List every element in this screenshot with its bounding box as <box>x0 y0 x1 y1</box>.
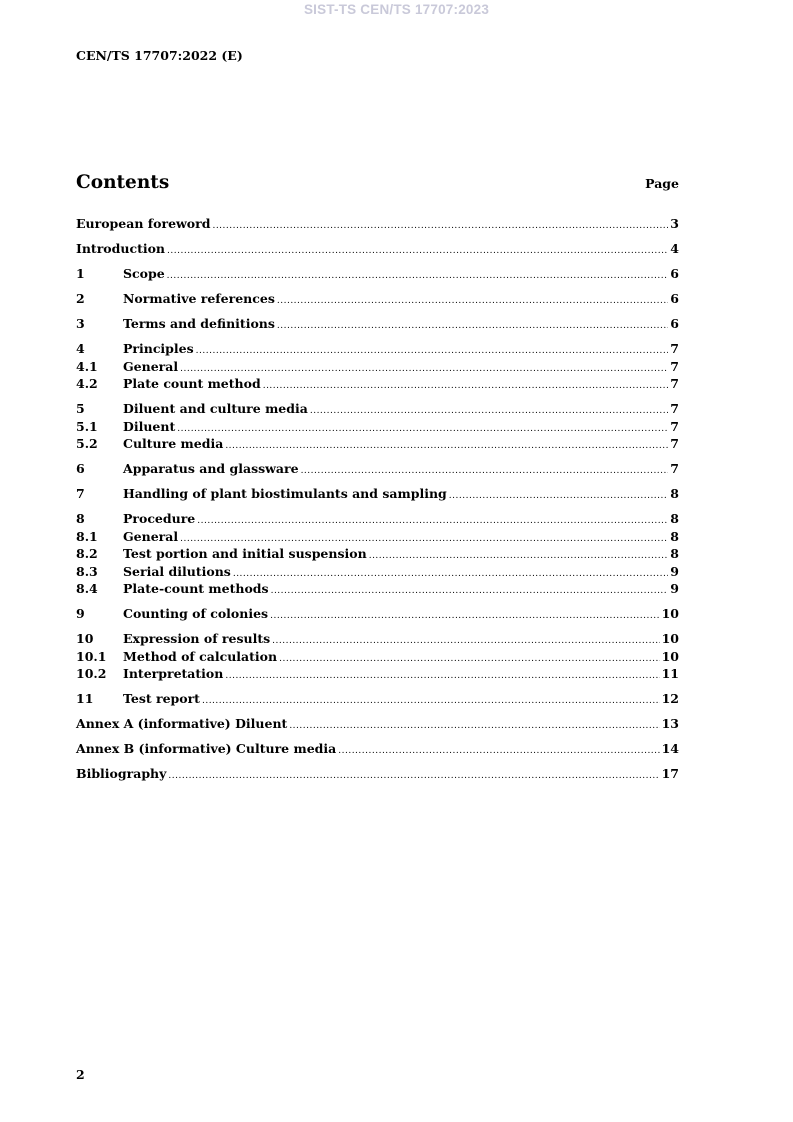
toc-entry-title: Bibliography <box>76 766 167 781</box>
dot-leader <box>272 633 659 651</box>
toc-entry-title: Handling of plant biostimulants and sampling <box>123 486 447 501</box>
dot-leader <box>167 268 669 286</box>
toc-entry-page: 6 <box>670 291 679 306</box>
toc-entry-title: Terms and definitions <box>123 316 275 331</box>
toc-entry-title: Serial dilutions <box>123 563 231 579</box>
watermark: SIST-TS CEN/TS 17707:2023 <box>303 2 490 17</box>
dot-leader <box>338 743 659 761</box>
toc-entry[interactable] <box>76 485 679 503</box>
dot-leader <box>196 343 669 361</box>
toc-entry-title: Diluent and culture media <box>123 401 308 416</box>
toc-entry-number: 8.2 <box>76 546 98 561</box>
toc-entry[interactable] <box>76 400 679 418</box>
page-column-label: Page <box>645 176 679 191</box>
dot-leader <box>301 463 669 481</box>
toc-entry-title: Plate count method <box>123 376 261 391</box>
toc-entry-number: 10.2 <box>76 666 107 681</box>
toc-entry-title: Annex B (informative) Culture media <box>76 741 337 756</box>
toc-entry-page: 8 <box>670 511 679 526</box>
toc-entry[interactable] <box>76 358 679 376</box>
toc-entry[interactable] <box>76 630 679 648</box>
toc-entry-title: Apparatus and glassware <box>123 461 299 476</box>
toc-entry-number: 11 <box>76 691 94 706</box>
toc-entry-page: 6 <box>670 266 679 281</box>
dot-leader <box>225 438 668 456</box>
toc-entry[interactable] <box>76 648 679 666</box>
toc-entry[interactable] <box>76 418 679 436</box>
toc-entry-number: 1 <box>76 266 85 281</box>
table-of-contents <box>76 215 679 783</box>
toc-entry-title: Test portion and initial suspension <box>123 546 367 561</box>
toc-entry-number: 8.3 <box>76 563 98 579</box>
dot-leader <box>277 293 668 311</box>
toc-entry-title: General <box>123 358 179 374</box>
dot-leader <box>271 583 669 601</box>
contents-title: Contents <box>76 172 170 193</box>
toc-entry-number: 9 <box>76 606 85 621</box>
toc-entry[interactable] <box>76 460 679 478</box>
dot-leader <box>279 651 659 669</box>
toc-entry-page: 8 <box>670 528 679 544</box>
dot-leader <box>449 488 669 506</box>
toc-entry-number: 5 <box>76 401 85 416</box>
toc-entry[interactable] <box>76 265 679 283</box>
page-number: 2 <box>76 1067 85 1082</box>
toc-entry-page: 7 <box>670 461 679 476</box>
toc-entry-page: 13 <box>661 716 679 731</box>
contents-heading <box>76 172 679 193</box>
toc-entry[interactable] <box>76 563 679 581</box>
toc-entry-title: Diluent <box>123 418 176 434</box>
toc-entry-page: 17 <box>661 766 679 781</box>
toc-entry-title: Scope <box>123 266 165 281</box>
toc-entry-page: 7 <box>670 418 679 434</box>
toc-entry-page: 10 <box>661 631 679 646</box>
toc-entry[interactable] <box>76 690 679 708</box>
toc-entry-title: Annex A (informative) Diluent <box>76 716 288 731</box>
toc-entry-number: 4.1 <box>76 358 98 374</box>
toc-entry-number: 10.1 <box>76 648 107 664</box>
toc-entry-number: 5.1 <box>76 418 98 434</box>
toc-entry-number: 2 <box>76 291 85 306</box>
toc-entry[interactable] <box>76 740 679 758</box>
toc-entry[interactable] <box>76 315 679 333</box>
toc-entry-number: 10 <box>76 631 94 646</box>
toc-entry-title: Normative references <box>123 291 275 306</box>
toc-entry-page: 4 <box>670 241 679 256</box>
toc-entry-page: 7 <box>670 358 679 374</box>
toc-entry-title: Culture media <box>123 436 224 451</box>
toc-entry-number: 8 <box>76 511 85 526</box>
toc-entry-page: 7 <box>670 401 679 416</box>
dot-leader <box>369 548 669 566</box>
toc-entry[interactable] <box>76 290 679 308</box>
toc-entry-title: Principles <box>123 341 194 356</box>
toc-entry-page: 7 <box>670 341 679 356</box>
dot-leader <box>167 243 668 261</box>
dot-leader <box>289 718 659 736</box>
toc-entry[interactable] <box>76 605 679 623</box>
toc-entry-number: 7 <box>76 486 85 501</box>
dot-leader <box>233 566 668 584</box>
dot-leader <box>277 318 668 336</box>
dot-leader <box>270 608 660 626</box>
toc-entry-page: 14 <box>661 741 679 756</box>
toc-entry-title: Test report <box>123 691 200 706</box>
dot-leader <box>225 668 659 686</box>
toc-entry-page: 6 <box>670 316 679 331</box>
toc-entry[interactable] <box>76 435 679 453</box>
toc-entry[interactable] <box>76 580 679 598</box>
toc-entry-title: Interpretation <box>123 666 224 681</box>
dot-leader <box>212 218 668 236</box>
dot-leader <box>263 378 669 396</box>
toc-entry-title: General <box>123 528 179 544</box>
toc-entry-page: 9 <box>670 581 679 596</box>
dot-leader <box>168 768 659 786</box>
toc-entry-number: 8.4 <box>76 581 98 596</box>
toc-entry-page: 10 <box>661 648 679 664</box>
toc-entry-title: Counting of colonies <box>123 606 269 621</box>
toc-entry[interactable] <box>76 240 679 258</box>
toc-entry-page: 7 <box>670 376 679 391</box>
toc-entry-title: Expression of results <box>123 631 271 646</box>
toc-entry[interactable] <box>76 375 679 393</box>
dot-leader <box>197 513 668 531</box>
toc-entry-page: 10 <box>661 606 679 621</box>
toc-entry-number: 4.2 <box>76 376 98 391</box>
toc-entry-page: 9 <box>670 563 679 579</box>
toc-entry-number: 6 <box>76 461 85 476</box>
toc-entry-number: 5.2 <box>76 436 98 451</box>
toc-entry[interactable] <box>76 528 679 546</box>
toc-entry[interactable] <box>76 665 679 683</box>
document-id: CEN/TS 17707:2022 (E) <box>76 48 243 63</box>
toc-entry-page: 11 <box>661 666 679 681</box>
toc-entry[interactable] <box>76 765 679 783</box>
toc-entry[interactable] <box>76 510 679 528</box>
toc-entry-page: 12 <box>661 691 679 706</box>
toc-entry-title: European foreword <box>76 216 211 231</box>
toc-entry-page: 3 <box>670 216 679 231</box>
toc-entry-title: Introduction <box>76 241 166 256</box>
toc-entry-title: Method of calculation <box>123 648 278 664</box>
toc-entry[interactable] <box>76 545 679 563</box>
toc-entry[interactable] <box>76 215 679 233</box>
toc-entry-title: Plate-count methods <box>123 581 269 596</box>
dot-leader <box>310 403 668 421</box>
dot-leader <box>202 693 660 711</box>
dot-leader <box>177 421 668 439</box>
toc-entry-number: 3 <box>76 316 85 331</box>
toc-entry[interactable] <box>76 340 679 358</box>
toc-entry-title: Procedure <box>123 511 196 526</box>
toc-entry-page: 8 <box>670 546 679 561</box>
toc-entry-page: 8 <box>670 486 679 501</box>
toc-entry-number: 4 <box>76 341 85 356</box>
toc-entry-number: 8.1 <box>76 528 98 544</box>
toc-entry-page: 7 <box>670 436 679 451</box>
toc-entry[interactable] <box>76 715 679 733</box>
